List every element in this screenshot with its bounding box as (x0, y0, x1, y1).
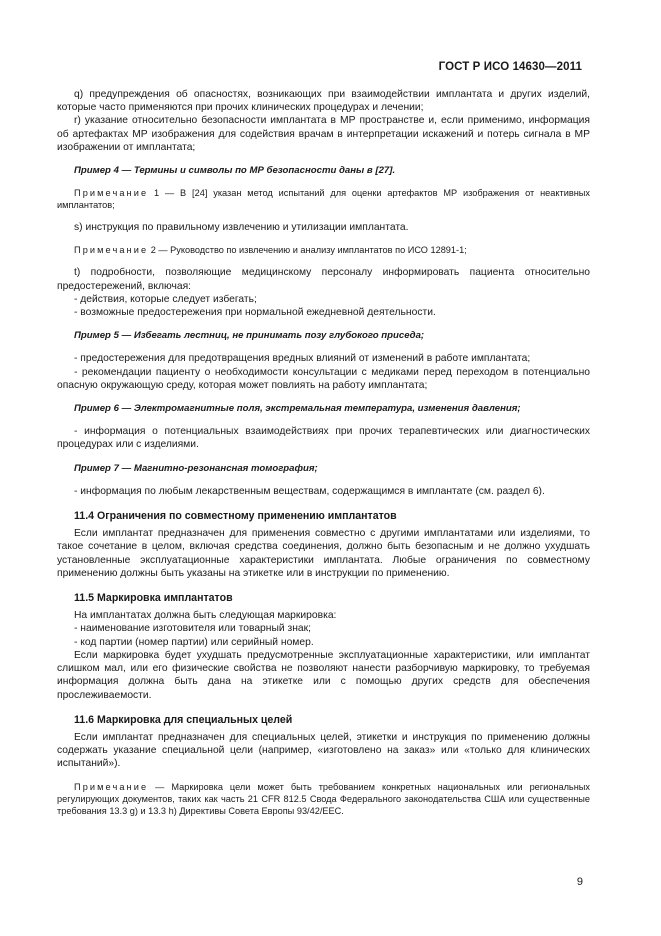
section-11-4-paragraph: Если имплантат предназначен для применения совместно с другими имплантатами или изделиями, то такое сочетание в целом, включая средства соединения, должно быть безопасным и не должно ухудшать установленные эксплуатационные характеристики имплантата. Любые ограничения по совместному применению должны быть указаны на этикетке или в инструкции по применению. (57, 528, 590, 579)
document-standard-id: ГОСТ Р ИСО 14630—2011 (438, 61, 582, 73)
note-3-text: — Маркировка цели может быть требованием конкретных национальных или региональных регулирующих документов, таких как часть 21 CFR 812.5 Свода Федерального законодательства США или существенные требования 13.3 g) и 13.3 h) Директивы Совета Европы 93/42/EEC. (57, 781, 590, 816)
note-2-label: Примечание (74, 245, 149, 256)
list-item: - предостережения для предотвращения вредных влияний от изменений в работе имплантата; (74, 353, 531, 365)
item-r-paragraph: r) указание относительно безопасности имплантата в МР пространстве и, если применимо, информация об артефактах МР изображения для содействия врачам в интерпретации искажений и потерь сигнала в МР изображении от имплантата; (57, 115, 590, 153)
list-item: - наименование изготовителя или товарный знак; (74, 623, 311, 635)
note-1 (57, 187, 590, 211)
list-item: - код партии (номер партии) или серийный номер. (74, 636, 314, 648)
page-number: 9 (576, 876, 583, 888)
section-11-6-paragraph: Если имплантат предназначен для специальных целей, этикетки и инструкция по применению должны содержать указание специальной цели (например, «изготовлено на заказ» или «только для клинических испытаний»). (57, 731, 590, 770)
section-11-5-paragraph: Если маркировка будет ухудшать предусмотренные эксплуатационные характеристики, или имплантат слишком мал, или его физические свойства не позволяют нанести разборчивую маркировку, то требуемая информация должна быть дана на этикетке или с помощью других средств для обеспечения прослеживаемости. (57, 649, 590, 701)
list-item: - информация по любым лекарственным веществам, содержащимся в имплантате (см. раздел 6). (74, 485, 545, 497)
list-item: - информация о потенциальных взаимодействиях при прочих терапевтических или диагностических процедурах или с изделиями. (57, 426, 590, 451)
example-7: Пример 7 — Магнитно-резонансная томография; (74, 462, 318, 474)
item-t-paragraph: t) подробности, позволяющие медицинскому персоналу информировать пациента относительно предостережений, включая: (57, 267, 590, 292)
note-1-text: 1 — В [24] указан метод испытаний для оценки артефактов МР изображения от неактивных имплантатов; (57, 188, 590, 211)
section-heading-11-5: 11.5 Маркировка имплантатов (74, 592, 233, 605)
example-6: Пример 6 — Электромагнитные поля, экстремальная температура, изменения давления; (74, 403, 521, 415)
list-item: - возможные предостережения при нормальной ежедневной деятельности. (74, 307, 436, 319)
example-4: Пример 4 — Термины и символы по МР безопасности даны в [27]. (74, 165, 396, 177)
example-5: Пример 5 — Избегать лестниц, не принимать позу глубокого приседа; (74, 330, 425, 342)
note-2-text: 2 — Руководство по извлечению и анализу имплантатов по ИСО 12891-1; (148, 245, 467, 256)
item-s-paragraph: s) инструкция по правильному извлечению и утилизации имплантата. (74, 222, 409, 234)
page-body (57, 88, 590, 817)
list-item: - действия, которые следует избегать; (74, 293, 257, 305)
note-2 (57, 244, 590, 256)
section-11-5-intro: На имплантатах должна быть следующая маркировка: (74, 610, 337, 622)
note-1-label: Примечание (74, 188, 149, 199)
list-item: - рекомендации пациенту о необходимости консультации с медиками перед переходом в потенциально опасную окружающую среду, которая может повлиять на работу имплантата; (57, 366, 590, 391)
note-3 (57, 781, 590, 817)
note-3-label: Примечание (74, 781, 149, 792)
section-heading-11-4: 11.4 Ограничения по совместному применению имплантатов (74, 510, 397, 523)
item-q-paragraph: q) предупреждения об опасностях, возникающих при взаимодействии имплантата и других изделий, которые часто применяются при прочих клинических процедурах и лечении; (57, 89, 590, 114)
section-heading-11-6: 11.6 Маркировка для специальных целей (74, 713, 293, 726)
